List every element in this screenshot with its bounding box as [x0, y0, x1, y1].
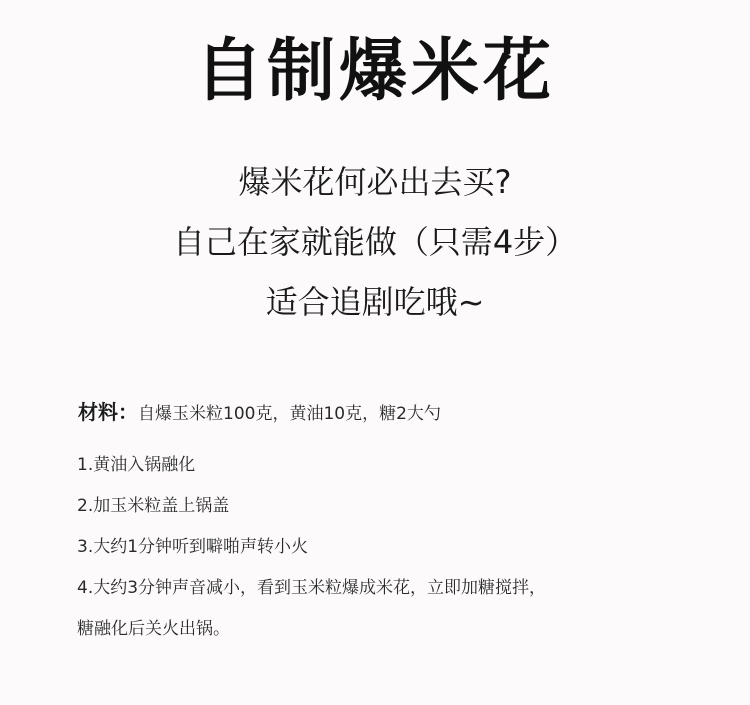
step-2: 2.加玉米粒盖上锅盖: [77, 496, 230, 516]
intro-line-1: 爆米花何必出去买?: [238, 163, 512, 201]
intro-text: [0, 152, 750, 332]
step-1: 1.黄油入锅融化: [77, 455, 196, 475]
step-4: 4.大约3分钟声音减小，看到玉米粒爆成米花，立即加糖搅拌，: [77, 578, 547, 598]
materials-value: 自爆玉米粒100克，黄油10克，糖2大勺: [138, 404, 441, 424]
step-4-continued: 糖融化后关火出锅。: [77, 619, 230, 639]
intro-line-3: 适合追剧吃哦~: [265, 283, 485, 321]
intro-line-2: 自己在家就能做（只需4步）: [172, 223, 578, 261]
steps-list: [77, 445, 717, 650]
materials-label: 材料：: [78, 400, 138, 424]
materials-section: [78, 395, 441, 431]
step-3: 3.大约1分钟听到噼啪声转小火: [77, 537, 309, 557]
page-title: 自制爆米花: [194, 32, 555, 111]
